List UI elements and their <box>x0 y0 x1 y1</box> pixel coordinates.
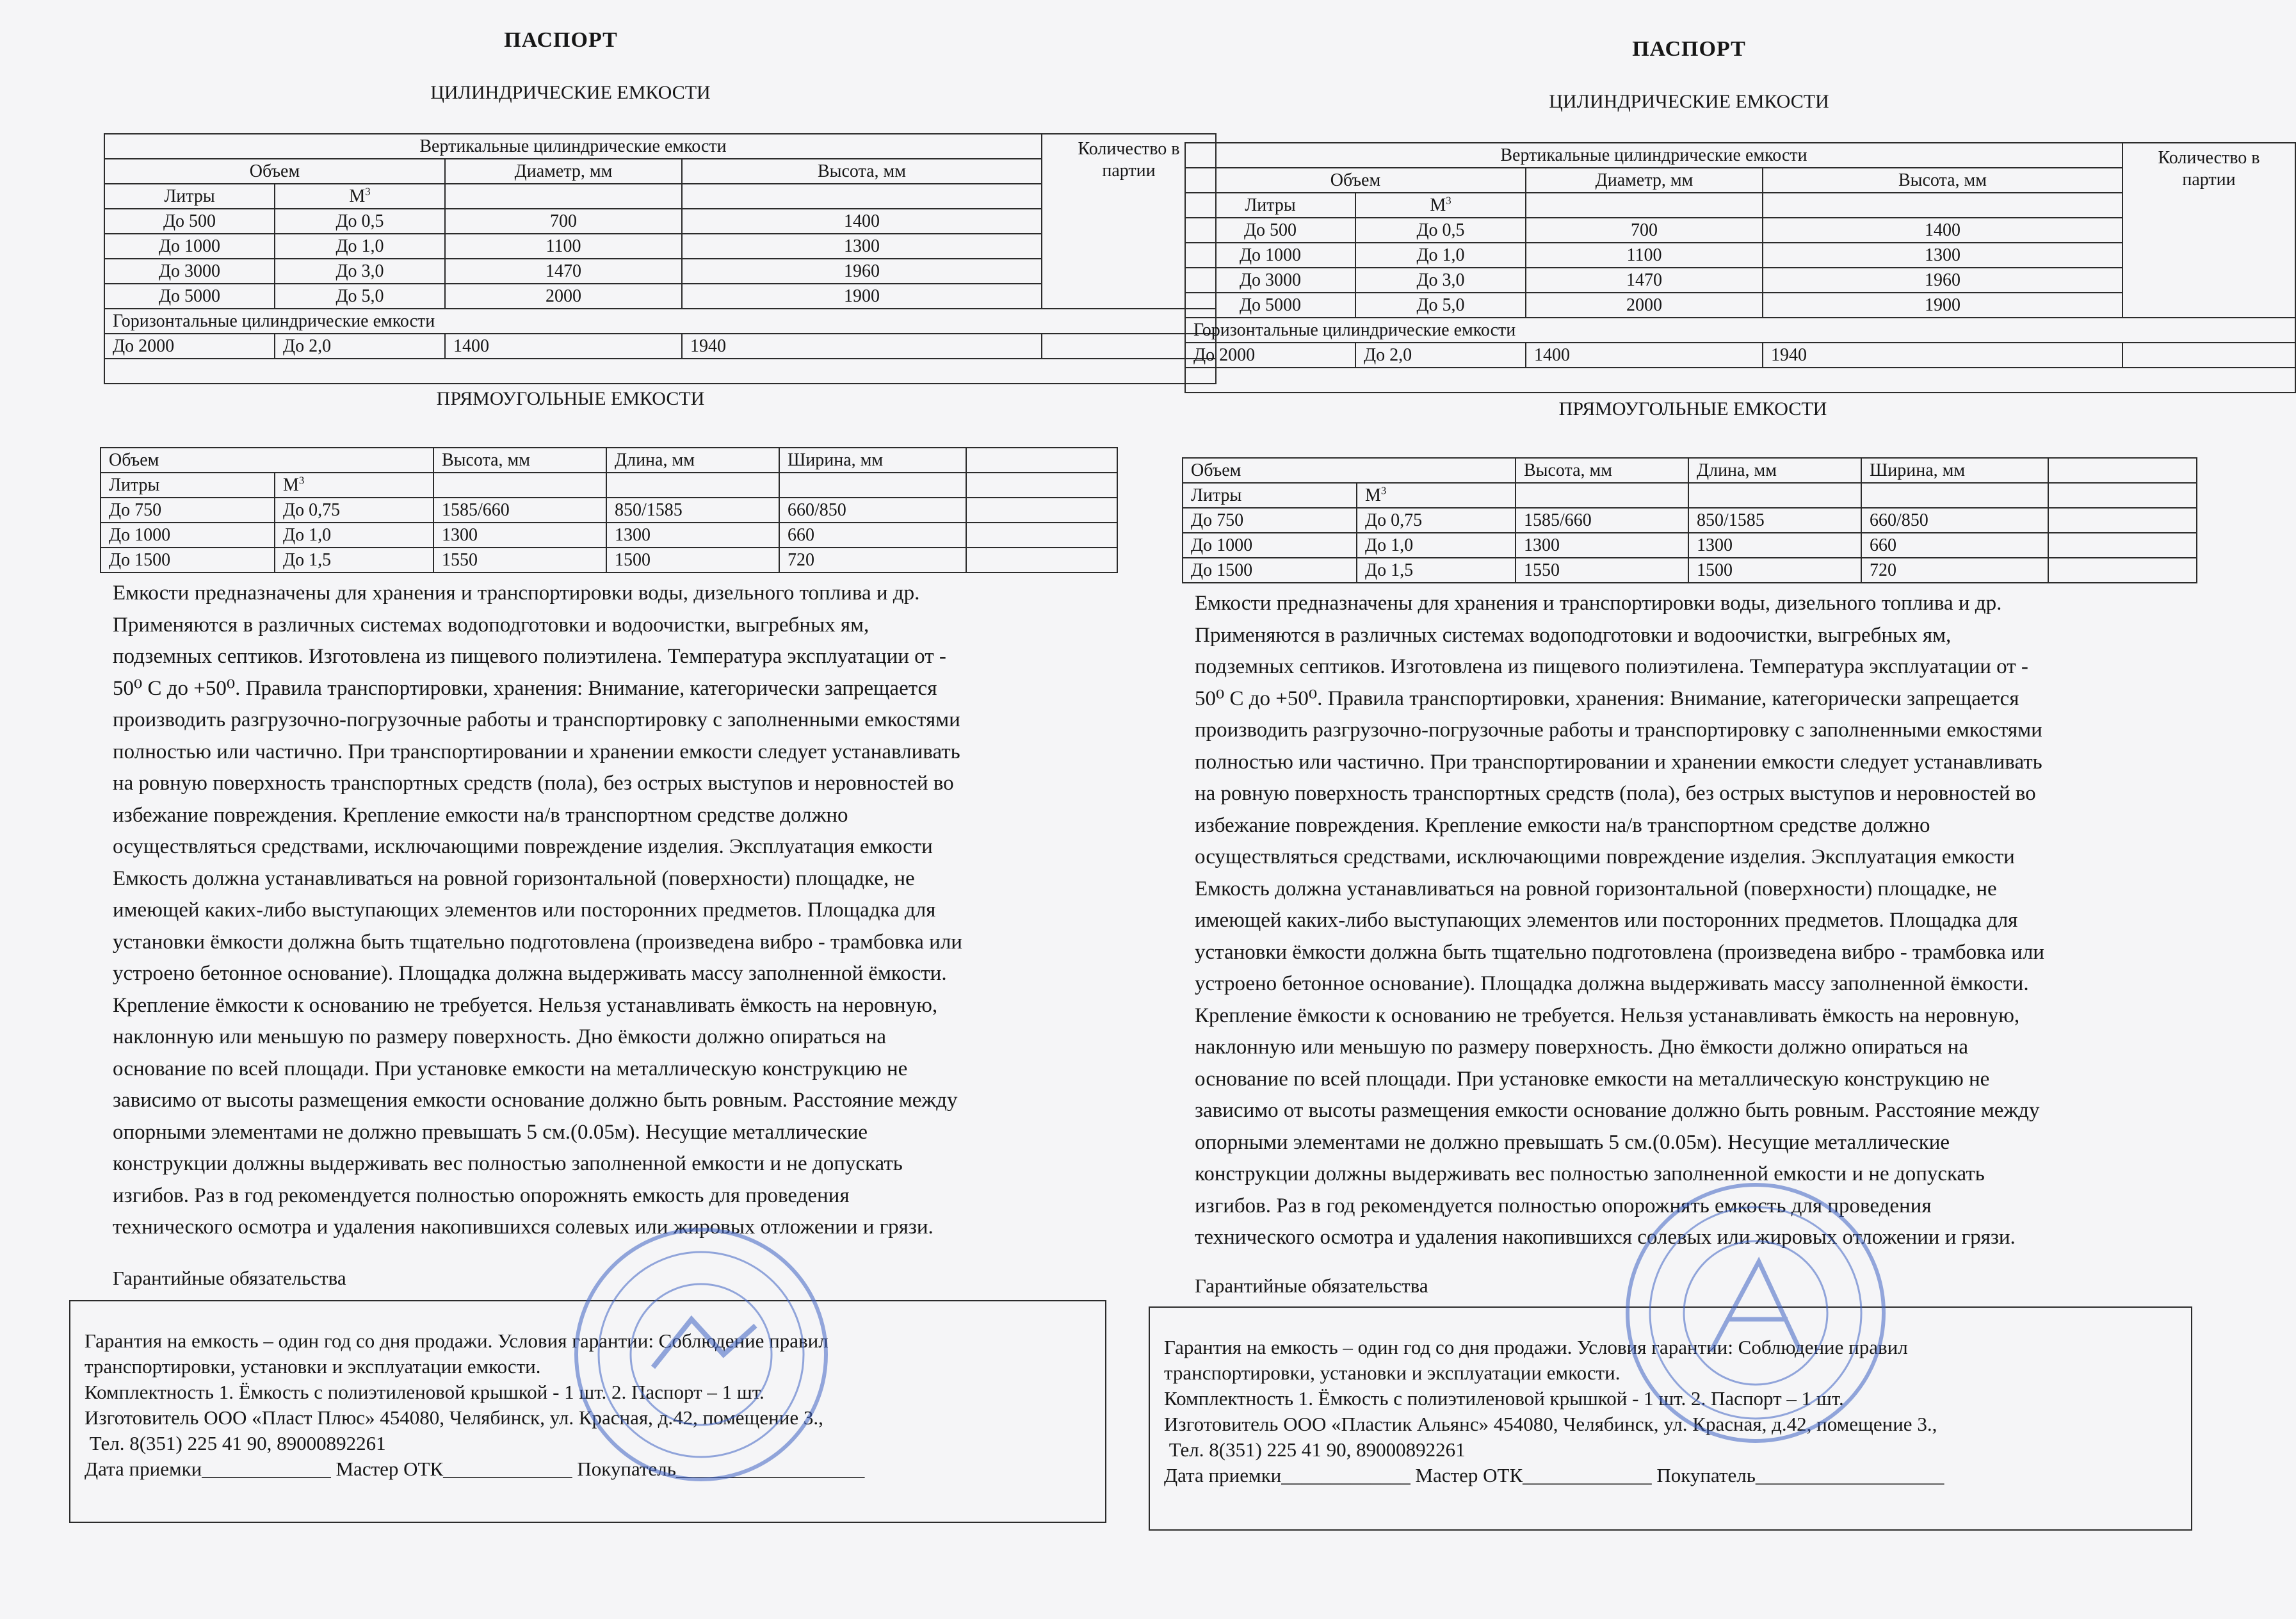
table-cell: До 1000 <box>104 234 275 259</box>
text-line: Емкость должна устанавливаться на ровной горизонтальной (поверхности) площадке, не <box>1195 877 1997 900</box>
text-line: опорными элементами не должно превышать 5 см.(0.05м). Несущие металлические <box>1195 1130 1950 1154</box>
text-line: изгибов. Раз в год рекомендуется полностью опорожнять емкость для проведения <box>113 1184 850 1207</box>
text-line: избежание повреждения. Крепление емкости на/в транспортном средстве должно <box>1195 813 1930 837</box>
text-line: основание по всей площади. При установке емкости на металлическую конструкцию не <box>1195 1067 1990 1091</box>
table-cell: До 5,0 <box>1355 293 1526 318</box>
manufacturer-line: Изготовитель ООО «Пластик Альянс» 454080, Челябинск, ул. Красная, д.42, помещение 3., <box>1164 1413 1937 1435</box>
phone-line: Тел. 8(351) 225 41 90, 89000892261 <box>85 1432 386 1454</box>
guarantee-heading: Гарантийные обязательства <box>1195 1274 1428 1297</box>
signature-line: Дата приемки_____________ Мастер ОТК_____________ Покупатель___________________ <box>85 1458 865 1480</box>
description-text <box>1195 588 2194 1254</box>
passport-page-right <box>1122 0 2260 1619</box>
table-cell: 660/850 <box>779 498 966 523</box>
m3-header: $М^3$ <box>1355 193 1526 218</box>
text-line: Применяются в различных системах водоподготовки и водоочистки, выгребных ям, <box>113 613 869 637</box>
table-cell: 1300 <box>1516 533 1688 558</box>
table-cell: 1300 <box>606 523 779 548</box>
table-cell: 1900 <box>682 284 1042 309</box>
table-cell: До 3000 <box>104 259 275 284</box>
table-cell: 850/1585 <box>606 498 779 523</box>
guarantee-box <box>1149 1306 2192 1531</box>
table-cell: 720 <box>779 548 966 573</box>
table-cell: 1300 <box>1688 533 1861 558</box>
table-cell: До 0,5 <box>1355 218 1526 243</box>
guarantee-line: транспортировки, установки и эксплуатации емкости. <box>85 1355 541 1378</box>
table-cell: До 1,5 <box>275 548 433 573</box>
table-cell: До 0,75 <box>275 498 433 523</box>
text-line: технического осмотра и удаления накопившихся солевых или жировых отложении и грязи. <box>113 1216 934 1239</box>
text-line: изгибов. Раз в год рекомендуется полностью опорожнять емкость для проведения <box>1195 1194 1932 1217</box>
rect-volume-header: Объем <box>1183 458 1516 483</box>
cylindrical-table <box>1184 142 2296 393</box>
table-cell: 1960 <box>1763 268 2122 293</box>
cylindrical-heading: ЦИЛИНДРИЧЕСКИЕ ЕМКОСТИ <box>430 82 711 103</box>
table-cell: До 3000 <box>1185 268 1355 293</box>
table-cell: 1300 <box>1763 243 2122 268</box>
table-cell: 1100 <box>445 234 682 259</box>
height-header: Высота, мм <box>682 159 1042 184</box>
rect-m3-header: $М^3$ <box>1357 483 1516 508</box>
text-line: подземных септиков. Изготовлена из пищевого полиэтилена. Температура эксплуатации от - <box>1195 655 2028 678</box>
table-cell: До 750 <box>101 498 275 523</box>
table-cell: До 1000 <box>101 523 275 548</box>
table-cell: До 5000 <box>1185 293 1355 318</box>
text-line: конструкции должны выдерживать вес полностью заполненной емкости и не допускать <box>113 1152 903 1175</box>
height-header: Высота, мм <box>1763 168 2122 193</box>
table-cell: До 2000 <box>104 334 275 359</box>
text-line: 50⁰ С до +50⁰. Правила транспортировки, хранения: Внимание, категорически запрещается <box>113 676 937 700</box>
table-cell: До 1,0 <box>275 234 445 259</box>
text-line: избежание повреждения. Крепление емкости на/в транспортном средстве должно <box>113 803 848 827</box>
text-line: осуществляться средствами, исключающими повреждение изделия. Эксплуатация емкости <box>113 835 933 858</box>
rect-liters-header: Литры <box>1183 483 1357 508</box>
rectangular-heading: ПРЯМОУГОЛЬНЫЕ ЕМКОСТИ <box>436 388 705 409</box>
table-cell: До 1000 <box>1185 243 1355 268</box>
table-cell: 1500 <box>606 548 779 573</box>
guarantee-line: Гарантия на емкость – один год со дня продажи. Условия гарантии: Соблюдение правил <box>85 1330 829 1352</box>
table-cell: 1470 <box>445 259 682 284</box>
table-cell: 700 <box>445 209 682 234</box>
table-cell: 1900 <box>1763 293 2122 318</box>
table-cell: 1550 <box>1516 558 1688 583</box>
text-line: зависимо от высоты размещения емкости основание должно быть ровным. Расстояние между <box>113 1089 958 1112</box>
vertical-heading: Вертикальные цилиндрические емкости <box>104 134 1042 159</box>
rect-liters-header: Литры <box>101 473 275 498</box>
table-cell: До 2,0 <box>1355 343 1526 368</box>
text-line: установки ёмкости должна быть тщательно подготовлена (произведена вибро - трамбовка или <box>1195 940 2044 964</box>
rect-volume-header: Объем <box>101 448 433 473</box>
table-cell: 1400 <box>1526 343 1763 368</box>
text-line: устроено бетонное основание). Площадка должна выдерживать массу заполненной ёмкости. <box>1195 972 2029 995</box>
table-cell: До 3,0 <box>1355 268 1526 293</box>
guarantee-heading: Гарантийные обязательства <box>113 1267 346 1289</box>
text-line: 50⁰ С до +50⁰. Правила транспортировки, хранения: Внимание, категорически запрещается <box>1195 687 2019 710</box>
rect-length-header: Длина, мм <box>606 448 779 473</box>
table-cell: До 2000 <box>1185 343 1355 368</box>
table-cell: 1100 <box>1526 243 1763 268</box>
phone-line: Тел. 8(351) 225 41 90, 89000892261 <box>1164 1438 1466 1461</box>
text-line: полностью или частично. При транспортировании и хранении емкости следует устанавливать <box>113 740 960 763</box>
horizontal-heading: Горизонтальные цилиндрические емкости <box>104 309 1216 334</box>
table-cell: 1585/660 <box>433 498 606 523</box>
signature-line: Дата приемки_____________ Мастер ОТК_____________ Покупатель___________________ <box>1164 1464 1944 1486</box>
volume-header: Объем <box>1185 168 1526 193</box>
liters-header: Литры <box>104 184 275 209</box>
text-line: Крепление ёмкости к основанию не требуется. Нельзя устанавливать ёмкость на неровную, <box>113 993 938 1017</box>
text-line: технического осмотра и удаления накопившихся солевых или жировых отложении и грязи. <box>1195 1226 2016 1249</box>
horizontal-heading: Горизонтальные цилиндрические емкости <box>1185 318 2295 343</box>
rect-width-header: Ширина, мм <box>779 448 966 473</box>
manufacturer-line: Изготовитель ООО «Пласт Плюс» 454080, Челябинск, ул. Красная, д.42, помещение 3., <box>85 1406 823 1429</box>
table-cell: До 1500 <box>101 548 275 573</box>
text-line: Емкости предназначены для хранения и транспортировки воды, дизельного топлива и др. <box>113 582 920 605</box>
rect-m3-header: $М^3$ <box>275 473 433 498</box>
table-cell: 1400 <box>682 209 1042 234</box>
table-cell: 1960 <box>682 259 1042 284</box>
table-cell: 1300 <box>433 523 606 548</box>
text-line: на ровную поверхность транспортных средств (пола), без острых выступов и неровностей во <box>1195 782 2036 805</box>
cylindrical-table <box>104 133 1217 384</box>
text-line: осуществляться средствами, исключающими повреждение изделия. Эксплуатация емкости <box>1195 845 2015 868</box>
table-cell: 1585/660 <box>1516 508 1688 533</box>
rectangular-table <box>100 447 1118 573</box>
table-cell: 1400 <box>445 334 682 359</box>
diameter-header: Диаметр, мм <box>445 159 682 184</box>
table-cell: До 5,0 <box>275 284 445 309</box>
table-cell: 2000 <box>1526 293 1763 318</box>
text-line: полностью или частично. При транспортировании и хранении емкости следует устанавливать <box>1195 750 2042 774</box>
text-line: основание по всей площади. При установке емкости на металлическую конструкцию не <box>113 1057 908 1080</box>
table-cell: До 1000 <box>1183 533 1357 558</box>
table-cell: 1500 <box>1688 558 1861 583</box>
text-line: подземных септиков. Изготовлена из пищевого полиэтилена. Температура эксплуатации от - <box>113 645 946 668</box>
quantity-header: Количество в партии <box>1042 134 1216 309</box>
table-cell: До 1,0 <box>1357 533 1516 558</box>
diameter-header: Диаметр, мм <box>1526 168 1763 193</box>
text-line: Крепление ёмкости к основанию не требуется. Нельзя устанавливать ёмкость на неровную, <box>1195 1004 2020 1027</box>
table-cell: До 1,5 <box>1357 558 1516 583</box>
table-cell: 700 <box>1526 218 1763 243</box>
table-cell: До 500 <box>1185 218 1355 243</box>
table-cell: До 1,0 <box>1355 243 1526 268</box>
guarantee-line: Гарантия на емкость – один год со дня продажи. Условия гарантии: Соблюдение правил <box>1164 1336 1908 1358</box>
rectangular-table <box>1182 457 2197 583</box>
table-cell: 660 <box>779 523 966 548</box>
table-cell: 1940 <box>1763 343 2122 368</box>
table-cell: До 2,0 <box>275 334 445 359</box>
rect-height-header: Высота, мм <box>433 448 606 473</box>
text-line: производить разгрузочно-погрузочные работы и транспортировку с заполненными емкостями <box>113 708 960 731</box>
table-cell: До 500 <box>104 209 275 234</box>
table-cell: До 5000 <box>104 284 275 309</box>
table-cell: До 1500 <box>1183 558 1357 583</box>
text-line: установки ёмкости должна быть тщательно подготовлена (произведена вибро - трамбовка или <box>113 930 962 954</box>
text-line: Емкость должна устанавливаться на ровной горизонтальной (поверхности) площадке, не <box>113 866 915 890</box>
table-cell: 660/850 <box>1861 508 2048 533</box>
text-line: на ровную поверхность транспортных средств (пола), без острых выступов и неровностей во <box>113 772 954 795</box>
table-cell: 1400 <box>1763 218 2122 243</box>
table-cell: 1470 <box>1526 268 1763 293</box>
table-cell: До 0,5 <box>275 209 445 234</box>
completeness-line: Комплектность 1. Ёмкость с полиэтиленовой крышкой - 1 шт. 2. Паспорт – 1 шт. <box>1164 1387 1844 1410</box>
guarantee-line: транспортировки, установки и эксплуатации емкости. <box>1164 1362 1621 1384</box>
volume-header: Объем <box>104 159 445 184</box>
text-line: конструкции должны выдерживать вес полностью заполненной емкости и не допускать <box>1195 1162 1985 1185</box>
table-cell: До 1,0 <box>275 523 433 548</box>
text-line: производить разгрузочно-погрузочные работы и транспортировку с заполненными емкостями <box>1195 719 2042 742</box>
cylindrical-heading: ЦИЛИНДРИЧЕСКИЕ ЕМКОСТИ <box>1549 91 1829 112</box>
table-cell: 660 <box>1861 533 2048 558</box>
text-line: наклонную или меньшую по размеру поверхность. Дно ёмкости должно опираться на <box>113 1025 886 1048</box>
rect-height-header: Высота, мм <box>1516 458 1688 483</box>
rect-length-header: Длина, мм <box>1688 458 1861 483</box>
completeness-line: Комплектность 1. Ёмкость с полиэтиленовой крышкой - 1 шт. 2. Паспорт – 1 шт. <box>85 1381 764 1403</box>
vertical-heading: Вертикальные цилиндрические емкости <box>1185 143 2122 168</box>
table-cell: 2000 <box>445 284 682 309</box>
rect-width-header: Ширина, мм <box>1861 458 2048 483</box>
text-line: имеющей каких-либо выступающих элементов или посторонних предметов. Площадка для <box>113 899 936 922</box>
text-line: Применяются в различных системах водоподготовки и водоочистки, выгребных ям, <box>1195 623 1952 647</box>
table-cell: 1300 <box>682 234 1042 259</box>
text-line: наклонную или меньшую по размеру поверхность. Дно ёмкости должно опираться на <box>1195 1036 1968 1059</box>
description-text <box>113 578 1112 1244</box>
rectangular-heading: ПРЯМОУГОЛЬНЫЕ ЕМКОСТИ <box>1558 398 1827 419</box>
text-line: зависимо от высоты размещения емкости основание должно быть ровным. Расстояние между <box>1195 1099 2040 1122</box>
table-cell: 1940 <box>682 334 1042 359</box>
table-cell: 850/1585 <box>1688 508 1861 533</box>
m3-header: $М^3$ <box>275 184 445 209</box>
liters-header: Литры <box>1185 193 1355 218</box>
text-line: Емкости предназначены для хранения и транспортировки воды, дизельного топлива и др. <box>1195 592 2002 615</box>
text-line: имеющей каких-либо выступающих элементов или посторонних предметов. Площадка для <box>1195 909 2018 932</box>
table-cell: 1550 <box>433 548 606 573</box>
guarantee-box <box>69 1300 1106 1523</box>
quantity-header: Количество в партии <box>2122 143 2295 318</box>
text-line: устроено бетонное основание). Площадка должна выдерживать массу заполненной ёмкости. <box>113 962 947 985</box>
table-cell: До 750 <box>1183 508 1357 533</box>
passport-title: ПАСПОРТ <box>1632 37 1746 61</box>
table-cell: До 3,0 <box>275 259 445 284</box>
passport-title: ПАСПОРТ <box>504 28 618 52</box>
table-cell: 720 <box>1861 558 2048 583</box>
text-line: опорными элементами не должно превышать 5 см.(0.05м). Несущие металлические <box>113 1120 868 1144</box>
table-cell: До 0,75 <box>1357 508 1516 533</box>
